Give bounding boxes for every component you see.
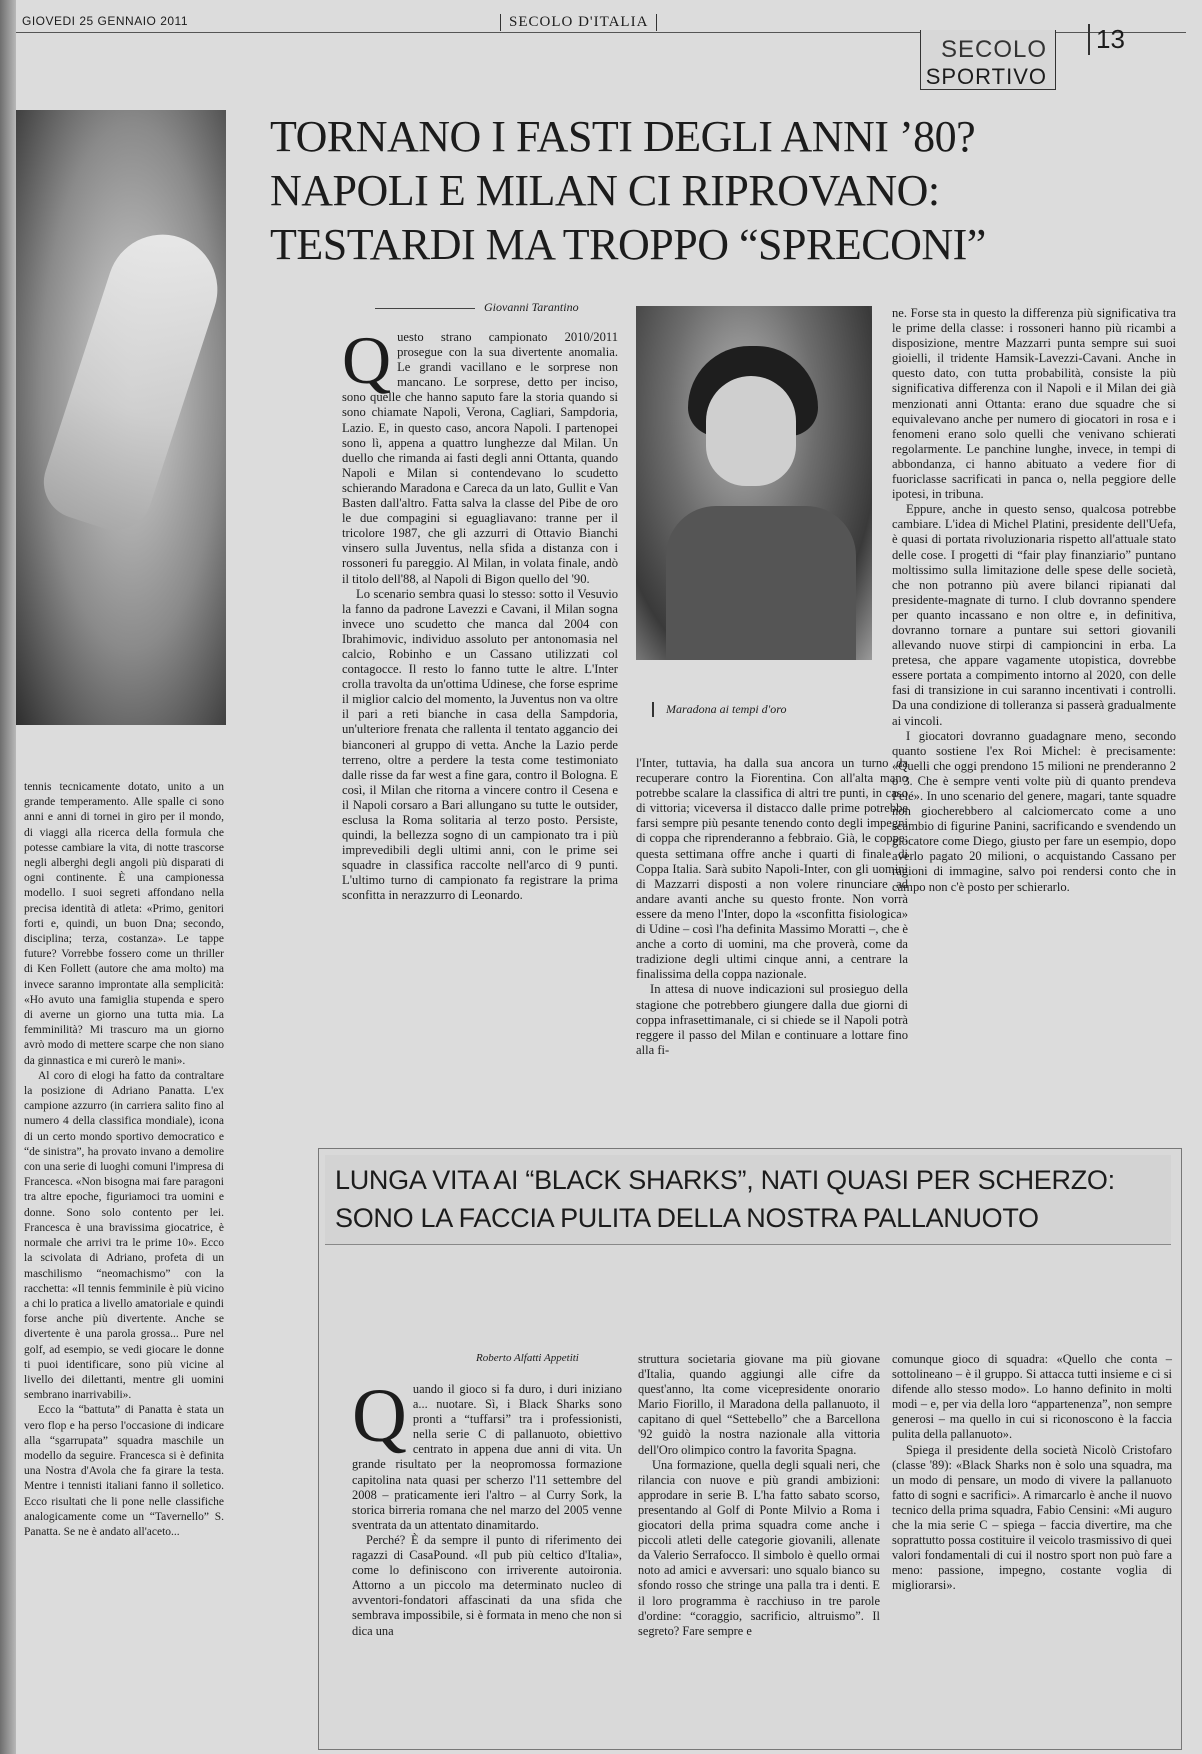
main-paragraph: I giocatori dovranno guadagnare meno, secondo quanto sostiene l'ex Roi Michel: è precisamente: «Quelli che oggi prendono 15 milioni ne prenderanno 2 o 3. Che è sempre venti volte più di quanto prendeva Pelé». In uno scenario del genere, magari, tante squadre non giocherebbero al calciomercato come a uno scambio di figurine Panini, sacrificando e svendendo un giocatore come Diego, giusto per fare un esempio, dopo averlo pagato 20 milioni, o acquistando Cassano per ragioni di immagine, salvo poi rendersi conto che in campo non c'è posto per schierarlo. [892,728,1176,894]
main-paragraph: l'Inter, tuttavia, ha dalla sua ancora un turno da recuperare contro la Fiorentina. Con all'alta mano potrebbe scalare la classifica di altri tre punti, in caso di vittoria; viceversa il distacco dalle prime potrebbe farsi sempre più pesante tenendo conto degli impegni di coppa che riprenderanno a febbraio. Già, le coppe: questa settimana offre anche i quarti di finale di Coppa Italia. Sarà subito Napoli-Inter, con gli uomini di Mazzarri disposti a non volere rinunciare ad andare avanti anche su questo fronte. Non vorrà essere da meno l'Inter, dopo la «sconfitta fisiologica» di Udine – così l'ha definita Massimo Moratti –, che è anche a corto di uomini, ma che proverà, come da tradizione degli ultimi cinque anni, a centrare la finalissima della coppa nazionale. [636,756,908,982]
page-gutter [0,0,16,1754]
main-column-3 [892,306,1176,895]
headline-line: NAPOLI E MILAN CI RIPROVANO: [270,166,940,215]
box-drop-cap: Q [352,1374,407,1458]
left-paragraph: tennis tecnicamente dotato, unito a un grande temperamento. Alle spalle ci sono anni e anni di tornei in giro per il mondo, di viaggi alla ricerca della formula che potesse cambiare la vita, di notte trascorse negli alberghi degli angoli più disparati di ogni continente. È una campionessa modello. I suoi segreti affondano nella precisa identità di atleta: «Primo, genitori forti e, quindi, un buon Dna; secondo, disciplina; terza, costanza». Le tappe future? Vorrebbe fossero come un thriller di Ken Follett (autore che ama molto) ma invece saranno improntate alla semplicità: «Ho avuto una famiglia stupenda e spero di averne un giorno una tutta mia. La femminilità? Mi trascuro ma un giorno avrò modo di mettere scarpe che non siano da ginnastica e mi curerò le mani». [24,781,224,1067]
shirt-shape [666,506,856,660]
left-paragraph: Ecco la “battuta” di Panatta è stata un vero flop e ha perso l'occasione di indicare alla “sgarrupata” squadra maschile un modello da seguire. Francesca si è definita una Nostra d'Avola che fa girare la testa. Mentre i tennisti italiani fanno il solletico. Ecco risultati che li pone nelle classifiche analogicamente come un “Tavernello” S. Panatta. Se ne è andato all'aceto... [24,1404,224,1538]
box-column-3 [892,1352,1172,1594]
byline-rule [375,308,475,309]
box-paragraph: Spiega il presidente della società Nicolò Cristofaro (classe '89): «Black Sharks non è solo una squadra, ma un modo di pensare, un modo di vivere la pallanuoto fatto di sogni e sacrifici». A rimarcarlo è anche il nuovo tecnico della prima squadra, Fabio Censini: «Mi auguro che la mia serie C – spiega – faccia divertire, ma che soprattutto possa costituire il veicolo trasmissivo di quei valori fondamentali di cui il nostro sport non può fare a meno: passione, impegno, costante voglia di migliorarsi». [892,1442,1172,1593]
main-paragraph: Eppure, anche in questo senso, qualcosa potrebbe cambiare. L'idea di Michel Platini, presidente dell'Uefa, è quasi di portata rivoluzionaria rispetto all'attuale stato delle cose. I progetti di “fair play finanziario” puntano moltissimo sulla limitazione delle spese delle società, che non potranno più avere bilanci ripianati dal presidente-magnate di turno. I club dovranno spendere per quanto incassano e non oltre e, in definitiva, dovranno tornare a puntare sui settori giovanili allevando nuove stirpi di campioncini in erba. La pretesa, che appare vagamente utopistica, dovrebbe essere portata a compimento intorno al 2020, con delle fasi di transizione in cui saranno incentivati i controlli. Da una condizione di tolleranza si passerà gradualmente ai vincoli. [892,502,1176,728]
main-paragraph: ne. Forse sta in questo la differenza più significativa tra le prime della classe: i rossoneri hanno più ricambi a disposizione, mentre Mazzarri punta sempre sui suoi gioielli, il tridente Hamsik-Lavezzi-Cavani. Anche in questo dato, con tutta probabilità, consiste la più significativa differenza con il Napoli e il Milan dei già menzionati anni Ottanta: erano due squadre che si equivalevano anche per numero di giocatori in rosa e i fenomeni erano solo quelli che venivano schierati regolarmente. Le panchine lunghe, invece, in tempi di abbondanza, ci hanno abituato a vedere fior di fuoriclasse sacrificati in panca o, nella peggiore delle ipotesi, in tribuna. [892,306,1176,502]
main-column-2 [636,756,908,1058]
box-paragraph: Una formazione, quella degli squali neri, che rilancia con nuove e più grandi ambizioni: approdare in serie B. L'ha fatto sabato scorso, presentando al Golf di Ponte Milvio a Roma i giocatori della prima squadra come anche i piccoli atleti delle categorie giovanili, allenate da Valerio Serrafocco. Il simbolo è quello ormai noto ad amici e avversari: uno squalo bianco su sfondo rosso che stringe una palla tra i denti. E il loro programma è racchiuso in tre parole d'ordine: “coraggio, sacrificio, altruismo”. Il segreto? Fare sempre e [638,1457,880,1638]
section-line1: SECOLO [940,36,1047,63]
running-date: GIOVEDI 25 GENNAIO 2011 [22,14,189,28]
box-headline [325,1155,1171,1245]
main-byline [375,300,579,315]
tennis-photo [16,110,226,725]
main-paragraph [342,322,618,587]
hand-silhouette [34,220,226,539]
main-headline [270,110,1170,272]
page-number: 13 [1088,24,1125,55]
box-paragraph: struttura societaria giovane ma più giovane d'Italia, quando aggiungi alle cifre da quest'anno, lta come vicepresidente onorario Mario Fiorillo, il Maradona della pallanuoto, il capitano di quel “Settebello” che a Barcellona '92 guidò la nostra nazionale alla vittoria dell'Oro olimpico contro la favorita Spagna. [638,1352,880,1457]
paragraph-text: uesto strano campionato 2010/2011 prosegue con la sua divertente anomalia. Le grandi vacillano e le sorprese non mancano. Le sorprese, detto per inciso, sono quelle che hanno saputo fare la storia quando si sono chiamate Napoli, Verona, Cagliari, Sampdoria, Lazio. E, in questo caso, ancora Napoli. I partenopei sono lì, appena a quattro lunghezze dal Milan. Un duello che rimanda ai fasti degli anni Ottanta, quando Napoli e Milan si contendevano lo scudetto schierando Maradona e Careca da un lato, Gullit e Van Basten dall'altro. Fatta salva la classe del Pibe de oro le due compagini si eguagliavano: tranne per il tricolore 1987, che gli azzurri di Ottavio Bianchi vinsero sulla Juventus, nella sfida a distanza con i rossoneri fu pareggio. Al Milan, in volata finale, andò il titolo dell'88, al Napoli di Bigon quello del '90. [342,330,618,586]
box-byline [476,1352,579,1364]
face-shape [706,376,796,486]
maradona-photo [636,306,872,660]
photo-caption: Maradona ai tempi d'oro [652,702,786,717]
headline-line: TESTARDI MA TROPPO “SPRECONI” [270,220,986,269]
box-paragraph: comunque gioco di squadra: «Quello che conta – sottolineano – è il gruppo. Si attacca tutti insieme e ci si difende allo stesso modo». Lo hanno definito in molti modi – e, per via della loro “appartenenza”, non sempre generosi – ma quello in cui si riconoscono è la faccia pulita della pallanuoto». [892,1352,1172,1442]
box-column-1 [352,1374,622,1639]
left-column-text [24,780,224,1540]
byline-author: Giovanni Tarantino [484,300,579,314]
headline-line: TORNANO I FASTI DEGLI ANNI ’80? [270,112,976,161]
box-paragraph: Perché? È da sempre il punto di riferimento dei ragazzi di CasaPound. «Il pub più celtico d'Italia», come lo definiscono con irriverente autoironia. Attorno a un piccolo ma determinato nucleo di avventori-fondatori affascinati da una sfida che sembrava impossibile, si è formata in meno che non si dica una [352,1532,622,1638]
section-line2: SPORTIVO [925,64,1047,89]
box-paragraph [352,1374,622,1533]
box-byline-author: Roberto Alfatti Appetiti [476,1352,579,1364]
box-headline-line: LUNGA VITA AI “BLACK SHARKS”, NATI QUASI PER SCHERZO: [335,1165,1115,1195]
main-paragraph: In attesa di nuove indicazioni sul prosieguo della stagione che potrebbero giungere dalla due giorni di coppa infrasettimanale, ci si chiede se il Napoli potrà reggere il passo del Milan e continuare a lottare fino alla fi- [636,982,908,1057]
paragraph-text: uando il gioco si fa duro, i duri iniziano a... nuotare. Sì, i Black Sharks sono pronti a “tuffarsi” tra i professionisti, nella serie C di pallanuoto, obiettivo centrato in appena due anni di vita. Un grande risultato per la neopromossa formazione capitolina nata quasi per scherzo l'11 settembre del 2008 – praticamente ieri l'altro – al Curry Sork, la storica birreria romana che nel marzo del 2005 venne sventrata da un attentato dinamitardo. [352,1382,622,1532]
box-headline-line: SONO LA FACCIA PULITA DELLA NOSTRA PALLANUOTO [335,1203,1039,1233]
drop-cap: Q [342,322,392,398]
left-paragraph: Al coro di elogi ha fatto da contraltare la posizione di Adriano Panatta. L'ex campione azzurro (in carriera salito fino al numero 4 della classifica mondiale), icona di un certo mondo sportivo democratico e “de sinistra”, ha provato invano a demolire con una serie di luoghi comuni l'impresa di Francesca. «Non bisogna mai fare paragoni tra altre epoche, figuriamoci tra uomini e donne. Sono solo contento per lei. Francesca è una bravissima giocatrice, è normale che arrivi tra le prime 10». Ecco la scivolata di Adriano, profeta di un maschilismo “neomachismo” con la racchetta: «Il tennis femminile è più vicino a chi lo pratica a livello amatoriale e quindi forse anche più divertente. Anche se divertente è una parola grossa... Pure nel golf, ad esempio, se vedi giocare le donne ti puoi identificare, sono più vicine al livello dei dilettanti, mentre gli uomini sembrano inarrivabili». [24,1069,224,1402]
main-paragraph: Lo scenario sembra quasi lo stesso: sotto il Vesuvio la fanno da padrone Lavezzi e Cavani, il Milan sogna invece uno scudetto che manca dal 2004 con Ibrahimovic, individuo assoluto per antonomasia nel calcio, Robinho e un Cassano utilizzati col contagocce. Il resto lo fanno tutte le altre. L'Inter crolla travolta da un'ottima Udinese, che forse esprime il miglior calcio del momento, la Juventus non va oltre il pari a reti bianche in casa della Sampdoria, un'ulteriore frenata che rallenta il tentato aggancio dei bianconeri al gruppo di vetta. Anche la Lazio perde terreno, oltre a perdere la testa come testimoniato dalle risse da far west a fine gara, contro il Bologna. E così, il Milan che ritorna a vincere contro il Cesena e il Napoli corsaro a Bari allungano su tutte le outsider, esclusa la Roma solitaria al terzo posto. Persiste, quindi, la bellezza sogno di un campionato tra i più imprevedibili degli ultimi anni, con le prime sei squadre in classifica raccolte nell'arco di 9 punti. L'ultimo turno di campionato fa registrare la prima sconfitta in nerazzurro di Leonardo. [342,586,618,903]
section-label [920,30,1056,90]
main-column-1 [342,322,618,904]
running-publication: SECOLO D'ITALIA [500,14,657,31]
box-column-2 [638,1352,880,1639]
